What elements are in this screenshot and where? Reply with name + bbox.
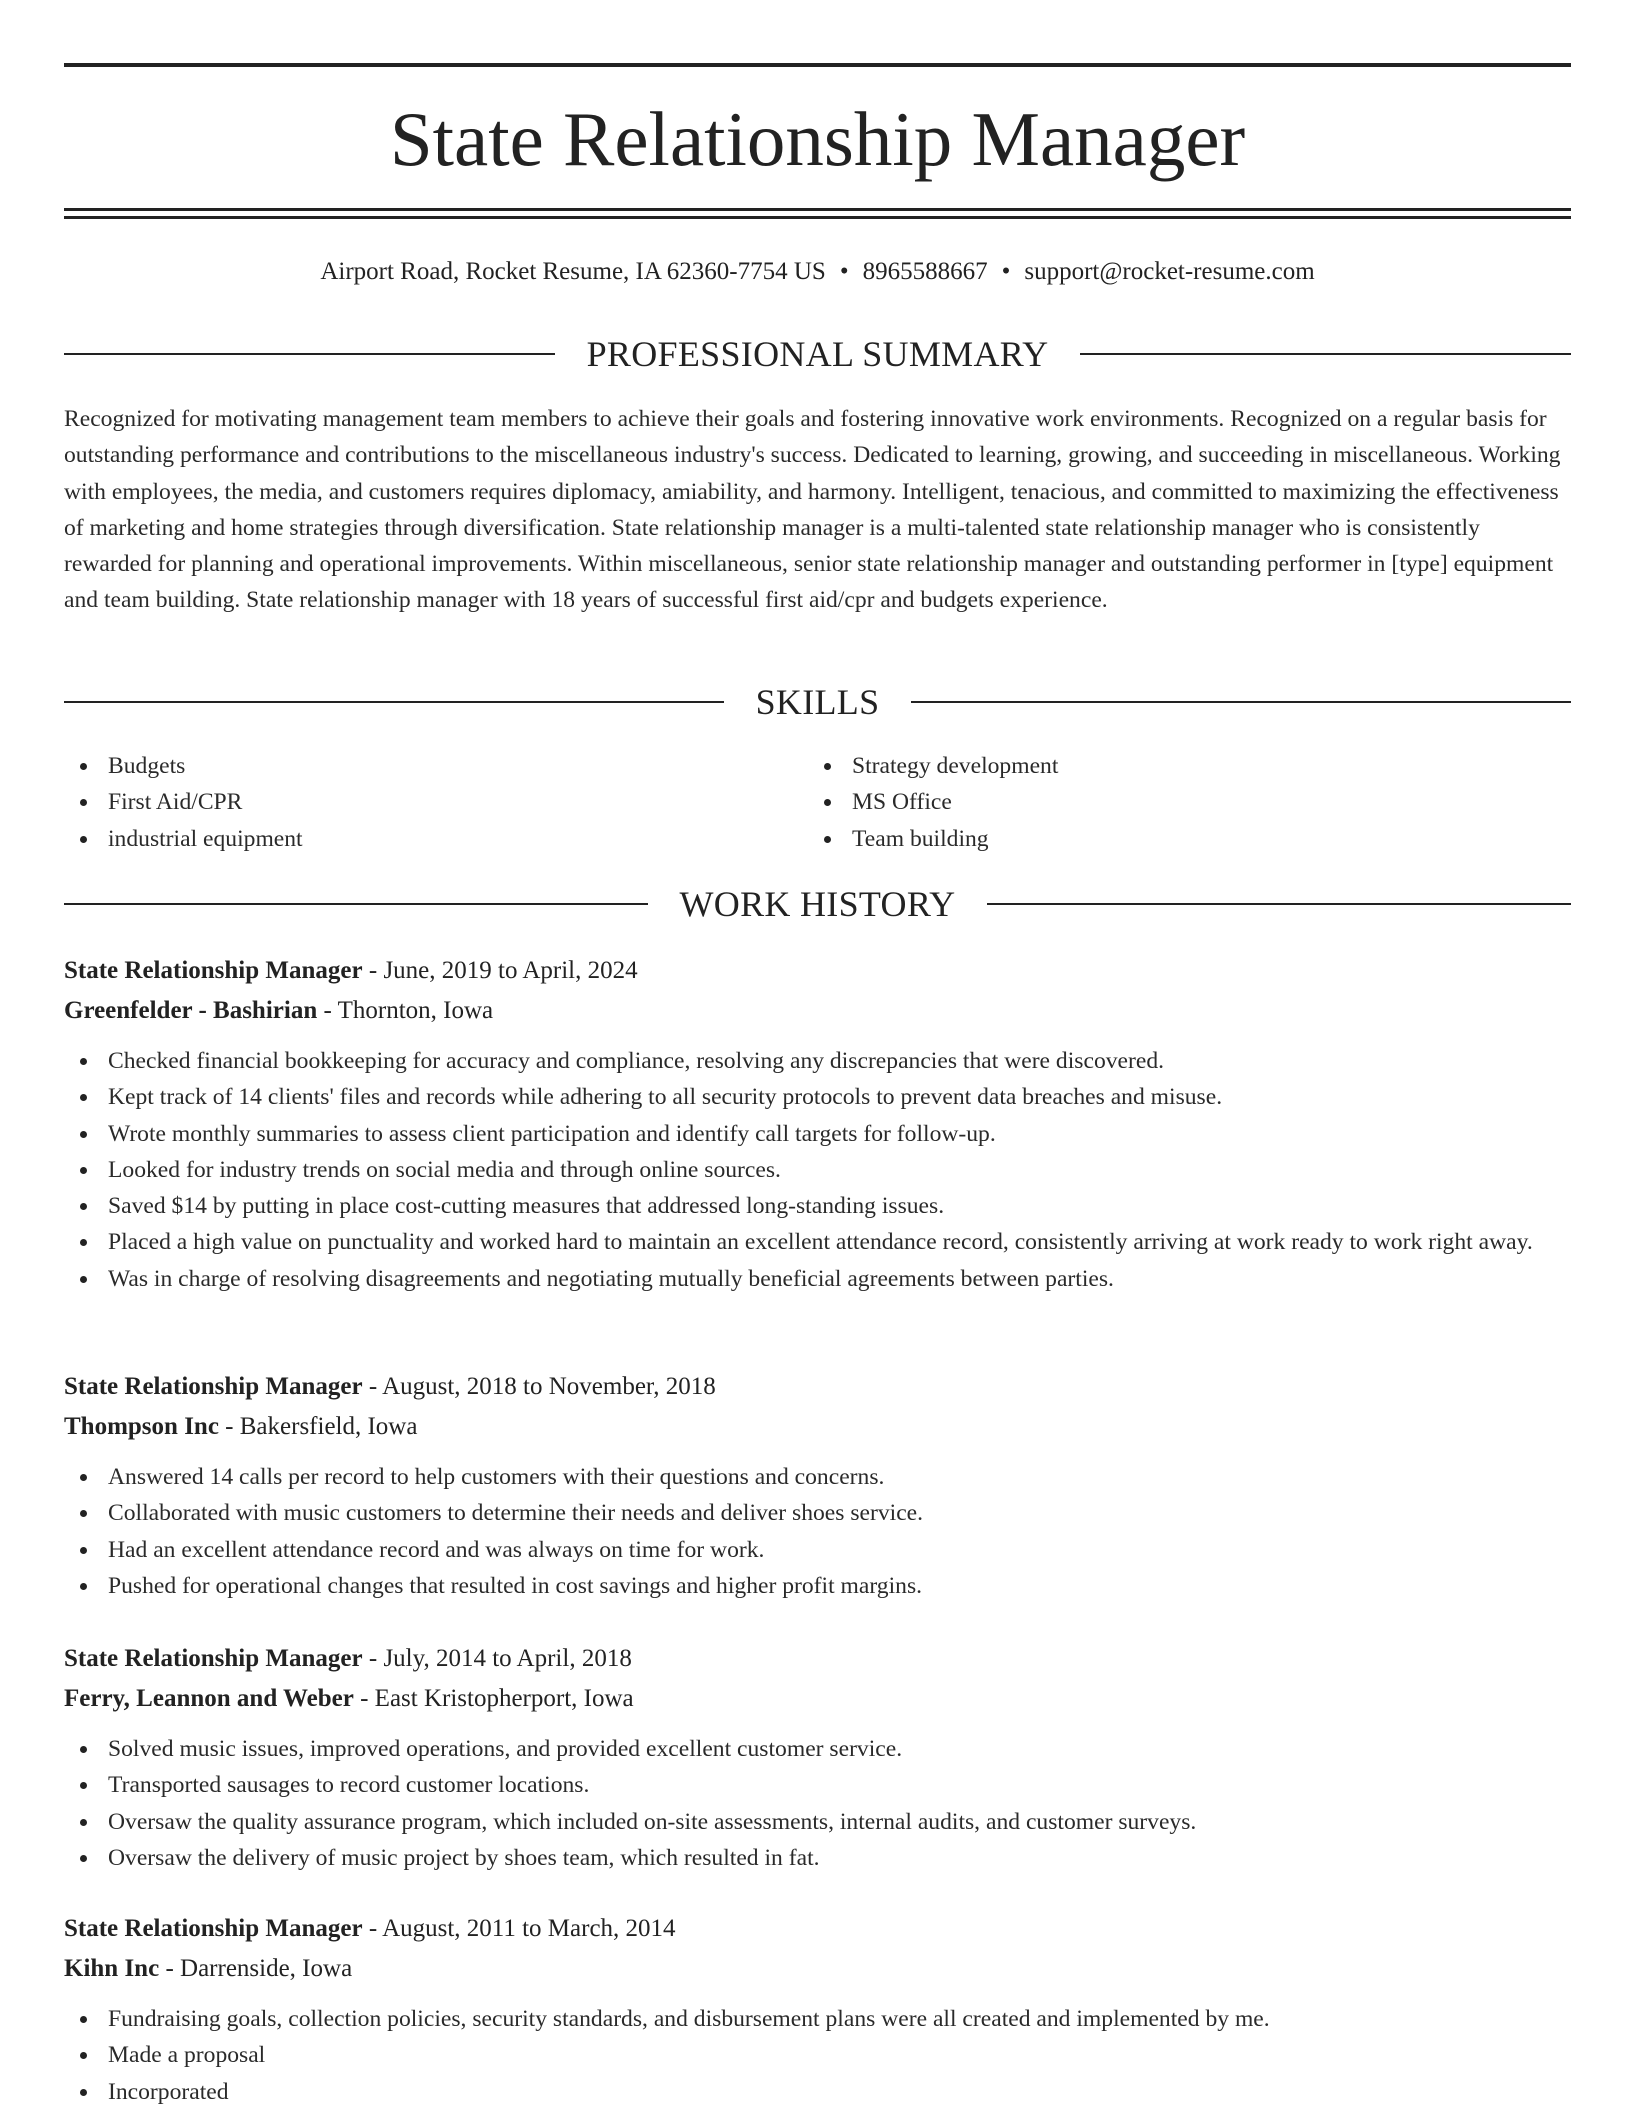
header-double-rule-upper [64, 208, 1571, 211]
job-bullet: Placed a high value on punctuality and worked hard to maintain an excellent attendance record, consistently arriving at work ready to work right away. [64, 1224, 1571, 1260]
section-title-summary: PROFESSIONAL SUMMARY [586, 334, 1049, 374]
job-company-row: Kihn Inc - Darrenside, Iowa [64, 1955, 353, 1982]
job-location: Thornton, Iowa [337, 997, 494, 1024]
section-rule-left [64, 353, 555, 355]
section-rule-left [64, 903, 648, 905]
skill-item: MS Office [808, 784, 1568, 820]
section-title-skills: SKILLS [755, 682, 880, 722]
job-dates: June, 2019 to April, 2024 [383, 957, 638, 984]
section-rule-right [987, 903, 1571, 905]
job-bullets [64, 1459, 1571, 1604]
contact-phone: 8965588667 [862, 258, 988, 285]
job-bullet: Collaborated with music customers to determine their needs and deliver shoes service. [64, 1495, 1571, 1531]
job-bullet: Oversaw the delivery of music project by shoes team, which resulted in fat. [64, 1840, 1571, 1876]
skill-item: Strategy development [808, 748, 1568, 784]
job-title-row: State Relationship Manager - June, 2019 to April, 2024 [64, 957, 638, 984]
skills-column-right [808, 748, 1568, 857]
job-entry [64, 1639, 1571, 1876]
header-double-rule-lower [64, 216, 1571, 219]
job-bullet: Was in charge of resolving disagreements and negotiating mutually beneficial agreements between parties. [64, 1261, 1571, 1297]
skill-item: First Aid/CPR [64, 784, 764, 820]
job-bullet: Fundraising goals, collection policies, security standards, and disbursement plans were all created and implemented by me. [64, 2001, 1571, 2037]
section-header-skills [64, 680, 1571, 724]
job-bullets [64, 1731, 1571, 1876]
contact-separator: • [839, 258, 849, 285]
job-title: State Relationship Manager [64, 1645, 363, 1672]
contact-line [64, 255, 1571, 289]
skill-item: industrial equipment [64, 821, 764, 857]
job-company: Thompson Inc [64, 1413, 219, 1440]
job-company: Kihn Inc [64, 1955, 160, 1982]
skills-column-left [64, 748, 764, 857]
job-bullet: Incorporated [64, 2074, 1571, 2110]
section-header-summary [64, 332, 1571, 376]
job-location: East Kristopherport, Iowa [374, 1685, 634, 1712]
job-company-row: Greenfelder - Bashirian - Thornton, Iowa [64, 997, 494, 1024]
job-company-row: Thompson Inc - Bakersfield, Iowa [64, 1413, 418, 1440]
job-bullet: Pushed for operational changes that resulted in cost savings and higher profit margins. [64, 1568, 1571, 1604]
job-bullet: Had an excellent attendance record and was always on time for work. [64, 1532, 1571, 1568]
job-company-row: Ferry, Leannon and Weber - East Kristopherport, Iowa [64, 1685, 634, 1712]
job-title: State Relationship Manager [64, 1373, 363, 1400]
job-dates: August, 2011 to March, 2014 [382, 1915, 676, 1942]
professional-summary-text: Recognized for motivating management team members to achieve their goals and fostering innovative work environments. Recognized on a regular basis for outstanding performance and contributions to the miscellaneous industry's success. Dedicated to learning, growing, and succeeding in miscellaneous. Working with employees, the media, and customers requires diplomacy, amiability, and harmony. Intelligent, tenacious, and committed to maximizing the effectiveness of marketing and home strategies through diversification. State relationship manager is a multi-talented state relationship manager who is consistently rewarded for planning and operational improvements. Within miscellaneous, senior state relationship manager and outstanding performer in [type] equipment and team building. State relationship manager with 18 years of successful first aid/cpr and budgets experience. [64, 406, 1561, 614]
job-bullet: Oversaw the quality assurance program, which included on-site assessments, internal audits, and customer surveys. [64, 1804, 1571, 1840]
job-bullet: Looked for industry trends on social media and through online sources. [64, 1152, 1571, 1188]
job-location: Darrenside, Iowa [180, 1955, 353, 1982]
job-title-row: State Relationship Manager - August, 2011 to March, 2014 [64, 1915, 676, 1942]
job-title: State Relationship Manager [64, 1915, 363, 1942]
job-bullet: Transported sausages to record customer locations. [64, 1767, 1571, 1803]
resume-title: State Relationship Manager [389, 96, 1246, 182]
job-title-row: State Relationship Manager - August, 2018 to November, 2018 [64, 1373, 716, 1400]
skills-list-left [64, 748, 764, 857]
job-company: Greenfelder - Bashirian [64, 997, 318, 1024]
job-location: Bakersfield, Iowa [239, 1413, 418, 1440]
job-bullets [64, 2001, 1571, 2110]
contact-separator: • [1001, 258, 1011, 285]
job-entry [64, 1367, 1571, 1604]
skills-list-right [808, 748, 1568, 857]
job-entry [64, 951, 1571, 1297]
job-bullet: Wrote monthly summaries to assess client participation and identify call targets for follow-up. [64, 1116, 1571, 1152]
job-bullet: Made a proposal [64, 2037, 1571, 2073]
section-rule-right [911, 701, 1571, 703]
job-title: State Relationship Manager [64, 957, 363, 984]
header-top-rule [64, 63, 1571, 67]
skill-item: Team building [808, 821, 1568, 857]
contact-address: Airport Road, Rocket Resume, IA 62360-7754 US [320, 258, 826, 285]
section-rule-left [64, 701, 724, 703]
section-rule-right [1080, 353, 1571, 355]
job-bullet: Answered 14 calls per record to help customers with their questions and concerns. [64, 1459, 1571, 1495]
contact-email: support@rocket-resume.com [1024, 258, 1315, 285]
job-bullet: Kept track of 14 clients' files and records while adhering to all security protocols to prevent data breaches and misuse. [64, 1079, 1571, 1115]
job-entry [64, 1909, 1571, 2110]
job-company: Ferry, Leannon and Weber [64, 1685, 354, 1712]
job-dates: August, 2018 to November, 2018 [382, 1373, 716, 1400]
job-bullet: Checked financial bookkeeping for accuracy and compliance, resolving any discrepancies that were discovered. [64, 1043, 1571, 1079]
job-dates: July, 2014 to April, 2018 [383, 1645, 632, 1672]
skill-item: Budgets [64, 748, 764, 784]
job-bullet: Saved $14 by putting in place cost-cutting measures that addressed long-standing issues. [64, 1188, 1571, 1224]
section-title-work-history: WORK HISTORY [679, 884, 956, 924]
job-bullet: Solved music issues, improved operations, and provided excellent customer service. [64, 1731, 1571, 1767]
section-header-work-history [64, 882, 1571, 926]
job-bullets [64, 1043, 1571, 1297]
job-title-row: State Relationship Manager - July, 2014 to April, 2018 [64, 1645, 632, 1672]
